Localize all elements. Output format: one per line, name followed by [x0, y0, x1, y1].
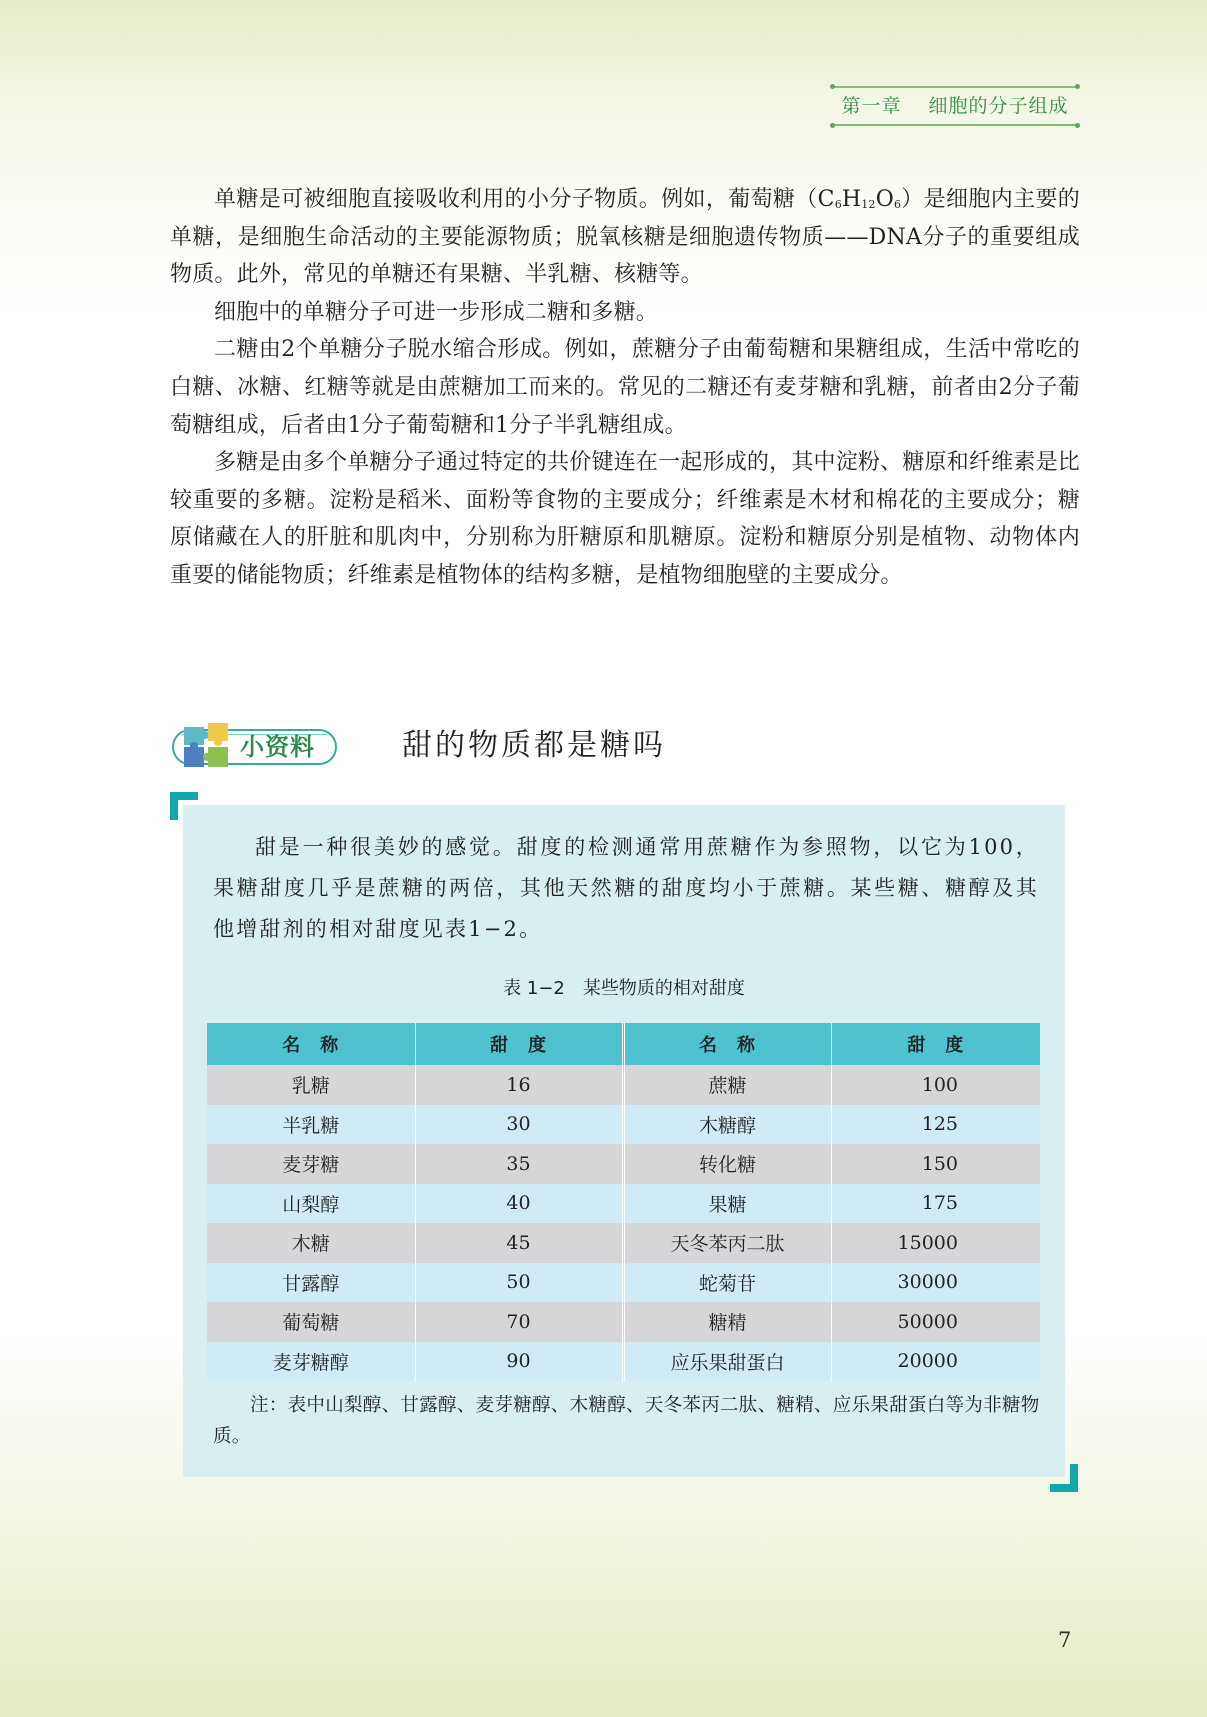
col-header-name: 名 称: [623, 1023, 831, 1065]
cell-sweetness: 70: [415, 1302, 623, 1342]
table-note: 注：表中山梨醇、甘露醇、麦芽糖醇、木糖醇、天冬苯丙二肽、糖精、应乐果甜蛋白等为非糖物质。: [213, 1395, 1040, 1447]
paragraph-monosaccharide: 单糖是可被细胞直接吸收利用的小分子物质。例如，葡萄糖$(C_6H_{12}O_6)$是细胞内主要的单糖，是细胞生命活动的主要能源物质；脱氧核糖是细胞遗传物质——DNA分子的重要组成物质。此外，常见的单糖还有果糖、半乳糖、核糖等。: [170, 187, 1080, 288]
cell-sweetness: 175: [831, 1184, 1040, 1224]
cell-sweetness: 125: [831, 1105, 1040, 1145]
cell-sweetness: 30: [415, 1105, 623, 1145]
table-row: [207, 1223, 1040, 1263]
chapter-title: 第一章 细胞的分子组成: [841, 95, 1069, 117]
table-row: [207, 1263, 1040, 1303]
table-row: [207, 1184, 1040, 1224]
cell-name: 山梨醇: [207, 1184, 415, 1224]
chapter-header: [832, 86, 1078, 126]
paragraph-disaccharide: 二糖由2个单糖分子脱水缩合形成。例如，蔗糖分子由葡萄糖和果糖组成，生活中常吃的白糖、冰糖、红糖等就是由蔗糖加工而来的。常见的二糖还有麦芽糖和乳糖，前者由2分子葡萄糖组成，后者由1分子葡萄糖和1分子半乳糖组成。: [170, 337, 1080, 438]
cell-name: 蛇菊苷: [623, 1263, 831, 1303]
cell-name: 糖精: [623, 1302, 831, 1342]
col-header-sweetness: 甜 度: [415, 1023, 623, 1065]
col-header-name: 名 称: [207, 1023, 415, 1065]
cell-sweetness: 20000: [831, 1342, 1040, 1382]
cell-name: 木糖醇: [623, 1105, 831, 1145]
info-paragraph: 甜是一种很美妙的感觉。甜度的检测通常用蔗糖作为参照物，以它为100，果糖甜度几乎是蔗糖的两倍，其他天然糖的甜度均小于蔗糖。某些糖、糖醇及其他增甜剂的相对甜度见表1−2。: [213, 835, 1039, 941]
cell-sweetness: 30000: [831, 1263, 1040, 1303]
cell-sweetness: 40: [415, 1184, 623, 1224]
cell-sweetness: 16: [415, 1065, 623, 1105]
corner-bracket-bottom-right: [1050, 1464, 1078, 1492]
cell-name: 甘露醇: [207, 1263, 415, 1303]
cell-sweetness: 15000: [831, 1223, 1040, 1263]
cell-name: 麦芽糖醇: [207, 1342, 415, 1382]
cell-sweetness: 35: [415, 1144, 623, 1184]
cell-sweetness: 50: [415, 1263, 623, 1303]
table-row: [207, 1144, 1040, 1184]
info-badge: [170, 723, 340, 767]
cell-name: 半乳糖: [207, 1105, 415, 1145]
cell-sweetness: 50000: [831, 1302, 1040, 1342]
table-header-row: [207, 1023, 1040, 1065]
cell-name: 转化糖: [623, 1144, 831, 1184]
info-box-text: [213, 827, 1039, 950]
sweetness-table: [207, 1023, 1040, 1381]
page-number: 7: [1058, 1628, 1072, 1652]
glucose-formula: $C_6H_{12}O_6$: [817, 187, 902, 212]
cell-sweetness: 45: [415, 1223, 623, 1263]
main-text: [170, 181, 1080, 595]
cell-sweetness: 90: [415, 1342, 623, 1382]
table-row: [207, 1105, 1040, 1145]
cell-name: 蔗糖: [623, 1065, 831, 1105]
badge-label: 小资料: [240, 733, 315, 761]
col-header-sweetness: 甜 度: [831, 1023, 1040, 1065]
cell-sweetness: 150: [831, 1144, 1040, 1184]
cell-name: 葡萄糖: [207, 1302, 415, 1342]
cell-name: 麦芽糖: [207, 1144, 415, 1184]
cell-name: 乳糖: [207, 1065, 415, 1105]
cell-name: 木糖: [207, 1223, 415, 1263]
cell-name: 应乐果甜蛋白: [623, 1342, 831, 1382]
table-caption: 表 1−2 某些物质的相对甜度: [503, 978, 745, 999]
paragraph-further-forms: 细胞中的单糖分子可进一步形成二糖和多糖。: [214, 299, 659, 325]
table-row: [207, 1302, 1040, 1342]
puzzle-icon: [182, 723, 234, 769]
cell-name: 果糖: [623, 1184, 831, 1224]
info-title: 甜的物质都是糖吗: [402, 728, 666, 763]
paragraph-polysaccharide: 多糖是由多个单糖分子通过特定的共价键连在一起形成的，其中淀粉、糖原和纤维素是比较重要的多糖。淀粉是稻米、面粉等食物的主要成分；纤维素是木材和棉花的主要成分；糖原储藏在人的肝脏和肌肉中，分别称为肝糖原和肌糖原。淀粉和糖原分别是植物、动物体内重要的储能物质；纤维素是植物体的结构多糖，是植物细胞壁的主要成分。: [170, 450, 1080, 588]
table-row: [207, 1065, 1040, 1105]
corner-bracket-top-left: [170, 792, 198, 820]
table-row: [207, 1342, 1040, 1382]
cell-name: 天冬苯丙二肽: [623, 1223, 831, 1263]
cell-sweetness: 100: [831, 1065, 1040, 1105]
